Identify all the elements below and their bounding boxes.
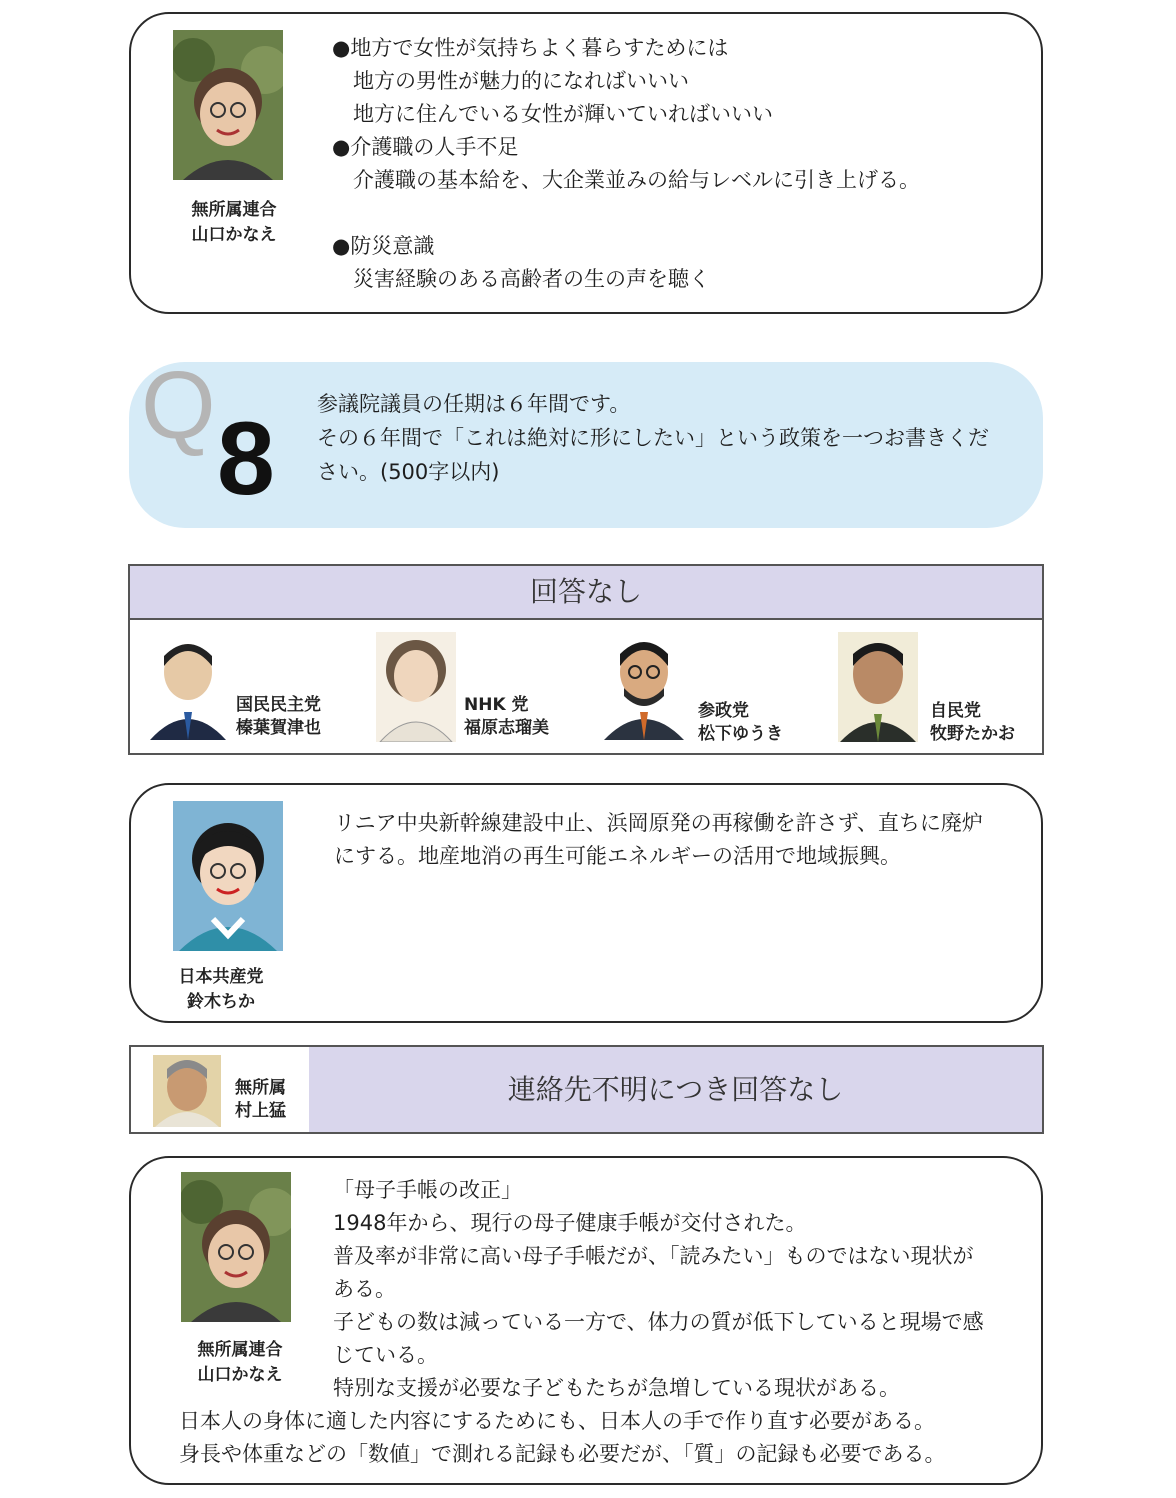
answer-line: 地方の男性が魅力的になればいいい bbox=[332, 69, 689, 93]
candidate-portrait bbox=[173, 30, 283, 180]
candidate-name: 村上猛 bbox=[235, 1101, 286, 1121]
candidate-portrait bbox=[153, 1055, 221, 1127]
candidate-portrait bbox=[181, 1172, 291, 1322]
candidate-party: 無所属連合 bbox=[197, 1340, 283, 1360]
answer-line: ●介護職の人手不足 bbox=[332, 135, 519, 159]
answer-line: ●防災意識 bbox=[332, 234, 435, 258]
answer-line: 災害経験のある高齢者の生の声を聴く bbox=[332, 267, 710, 291]
candidate-caption bbox=[464, 694, 549, 740]
candidate-portrait bbox=[838, 632, 918, 742]
answer-line: 身長や体重などの「数値」で測れる記録も必要だが、「質」の記録も必要である。 bbox=[179, 1442, 946, 1466]
no-answer-header bbox=[130, 566, 1042, 620]
candidate-name: 鈴木ちか bbox=[187, 992, 255, 1012]
answer-line: 1948年から、現行の母子健康手帳が交付された。 bbox=[333, 1211, 807, 1235]
candidate-caption bbox=[698, 700, 783, 746]
unknown-contact-title: 連絡先不明につき回答なし bbox=[507, 1073, 844, 1106]
answer-line: 特別な支援が必要な子どもたちが急増している現状がある。 bbox=[333, 1376, 900, 1400]
candidate-name: 松下ゆうき bbox=[698, 724, 783, 744]
candidate-party: 国民民主党 bbox=[236, 695, 321, 715]
unknown-contact-banner bbox=[309, 1047, 1042, 1132]
answer-line: リニア中央新幹線建設中止、浜岡原発の再稼働を許さず、直ちに廃炉 bbox=[334, 811, 983, 835]
question-q-letter: Q bbox=[141, 352, 216, 459]
candidate-caption bbox=[171, 198, 297, 248]
answer-line: 介護職の基本給を、大企業並みの給与レベルに引き上げる。 bbox=[332, 168, 920, 192]
candidate-portrait bbox=[173, 801, 283, 951]
candidate-portrait bbox=[376, 632, 456, 742]
answer-card-suzuki bbox=[129, 783, 1043, 1023]
candidate-caption bbox=[236, 694, 321, 740]
answer-line: 子どもの数は減っている一方で、体力の質が低下していると現場で感 bbox=[333, 1310, 984, 1334]
no-answer-block bbox=[128, 564, 1044, 755]
candidate-name: 山口かなえ bbox=[191, 225, 277, 245]
answer-line: 「母子手帳の改正」 bbox=[333, 1178, 522, 1202]
candidate-party: 日本共産党 bbox=[178, 967, 264, 987]
candidate-name: 山口かなえ bbox=[197, 1365, 283, 1385]
answer-line: ある。 bbox=[333, 1277, 396, 1301]
candidate-party: 無所属 bbox=[235, 1078, 286, 1098]
question-box bbox=[129, 352, 1043, 528]
unknown-contact-block bbox=[129, 1045, 1044, 1134]
answer-line: 地方に住んでいる女性が輝いていればいいい bbox=[332, 102, 773, 126]
candidate-party: 参政党 bbox=[698, 701, 749, 721]
answer-card-yamaguchi-q8 bbox=[129, 1156, 1043, 1485]
candidate-portrait bbox=[148, 632, 228, 740]
candidate-party: 無所属連合 bbox=[191, 200, 277, 220]
no-answer-title: 回答なし bbox=[529, 575, 642, 608]
candidate-name: 牧野たかお bbox=[930, 724, 1015, 744]
candidate-caption bbox=[159, 965, 283, 1015]
candidate-portrait bbox=[602, 632, 686, 740]
answer-line: じている。 bbox=[333, 1343, 438, 1367]
candidate-name: 榛葉賀津也 bbox=[236, 718, 321, 738]
answer-line: にする。地産地消の再生可能エネルギーの活用で地域振興。 bbox=[334, 844, 901, 868]
candidate-caption bbox=[930, 700, 1015, 746]
question-line: さい。(500字以内) bbox=[317, 460, 500, 484]
question-line: 参議院議員の任期は６年間です。 bbox=[317, 392, 631, 416]
candidate-party: 自民党 bbox=[930, 701, 981, 721]
answer-card-yamaguchi-q7 bbox=[129, 12, 1043, 314]
answer-line: 日本人の身体に適した内容にするためにも、日本人の手で作り直す必要がある。 bbox=[179, 1409, 935, 1433]
candidate-caption bbox=[235, 1077, 286, 1123]
answer-line: ●地方で女性が気持ちよく暮らすためには bbox=[332, 36, 729, 60]
candidate-party: NHK 党 bbox=[464, 695, 529, 715]
answer-line: 普及率が非常に高い母子手帳だが、「読みたい」ものではない現状が bbox=[333, 1244, 974, 1268]
candidate-name: 福原志瑠美 bbox=[464, 718, 549, 738]
question-line: その６年間で「これは絶対に形にしたい」という政策を一つお書きくだ bbox=[317, 426, 989, 450]
candidate-caption bbox=[177, 1338, 303, 1388]
question-number: 8 bbox=[217, 401, 275, 517]
